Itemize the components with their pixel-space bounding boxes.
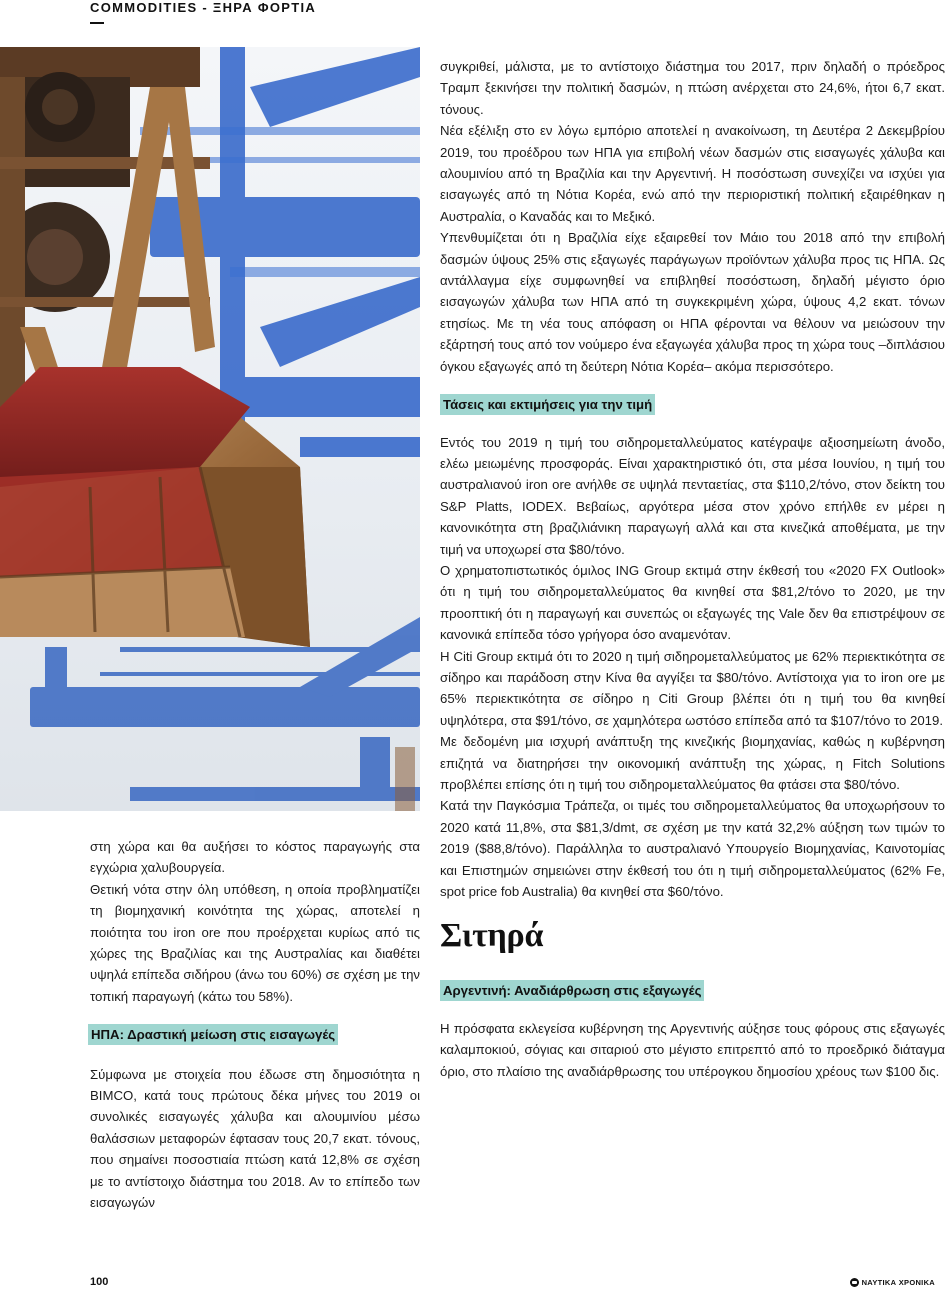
paragraph: Κατά την Παγκόσμια Τράπεζα, οι τιμές του σιδηρομεταλλεύματος θα υποχωρήσουν το 2020 κατά 11,8%, στα $81,3/dmt, σε σχέση με την κατά 32,2% αύξηση των τιμών το 2019 ($88,8/τόνο). Παράλληλα το αυστραλιανό Υπουργείο Βιομηχανίας, Καινοτομίας και Επιστημών σημειώνει στην έκθεσή του ότι η τιμή σιδηρομεταλλεύματος (62% Fe, spot price fob Australia) θα κινηθεί στα $60/τόνο. [440, 798, 945, 900]
subheading-argentina: Αργεντινή: Αναδιάρθρωση στις εξαγωγές [440, 980, 704, 1001]
section-rule [90, 22, 104, 24]
brand-logo-icon [850, 1278, 859, 1287]
paragraph: Ο χρηματοπιστωτικός όμιλος ING Group εκτιμά στην έκθεσή του «2020 FX Outlook» ότι η τιμή του σιδηρομεταλλεύματος θα κινηθεί στα $81,2/τόνο το 2020, με την προοπτική ότι η παραγωγή και συνεπώς οι εξαγωγές της Vale δεν θα επιστρέψουν σε κανονικά επίπεδα τόσο γρήγορα όσο αναμενόταν. [440, 562, 945, 643]
left-column [90, 836, 420, 1214]
paragraph: Θετική νότα στην όλη υπόθεση, η οποία προβληματίζει τη βιομηχανική κοινότητα της χώρας, αποτελεί η ποιότητα του iron ore που προέρχεται κυρίως από τις χώρες της Βραζιλίας και της Αυστραλίας και διαθέτει υψηλά επίπεδα σιδήρου (άνω του 60%) σε σχέση με την τοπική παραγωγή (κάτω του 58%). [90, 881, 420, 1004]
right-column [440, 56, 945, 1082]
brand-name: ΝΑΥΤΙΚΑ ΧΡΟΝΙΚΑ [861, 1278, 935, 1287]
subheading-prices: Τάσεις και εκτιμήσεις για την τιμή [440, 394, 655, 415]
paragraph: Η πρόσφατα εκλεγείσα κυβέρνηση της Αργεντινής αύξησε τους φόρους στις εξαγωγές καλαμποκιού, σόγιας και σιταριού στο μέγιστο επιτρεπτό από το προεδρικό διάταγμα όριο, στο πλαίσιο της αναδιάρθρωσης του υπέρογκου δημοσίου χρέους των $100 δις. [440, 1020, 945, 1079]
paragraph: Με δεδομένη μια ισχυρή ανάπτυξη της κινεζικής βιομηχανίας, καθώς η κυβέρνηση επιζητά να διατηρήσει την οικονομική ανάπτυξη της χώρας, η Fitch Solutions προβλέπει επίσης ότι η τιμή του σιδηρομεταλλεύματος θα φτάσει στα $80/τόνο. [440, 734, 945, 792]
grains-heading: Σιτηρά [440, 917, 544, 955]
paragraph: Εντός του 2019 η τιμή του σιδηρομεταλλεύματος κατέγραψε αξιοσημείωτη άνοδο, ελέω μειωμένης προσφοράς. Είναι χαρακτηριστικό ότι, στα μέσα Ιουνίου, η τιμή του αυστραλιανού iron ore ανήλθε σε υψηλά πενταετίας, στα $110,2/τόνο, στον δείκτη του S&P Platts, IODEX. Βεβαίως, αργότερα μέσα στον χρόνο επήλθε εν μέρει η κανονικότητα στη βραζιλιάνικη παραγωγή αλλά και στα κινεζικά αποθέματα, με την τιμή να υποχωρεί στα $80/τόνο. [440, 434, 945, 557]
paragraph: Υπενθυμίζεται ότι η Βραζιλία είχε εξαιρεθεί τον Μάιο του 2018 από την επιβολή δασμών ύψους 25% στις εξαγωγές παράγωγων προϊόντων χάλυβα προς τις ΗΠΑ. Ως αντάλλαγμα είχε συμφωνηθεί να επιβληθεί ποσόστωση, δηλαδή μέγιστο όριο εισαγωγών χάλυβα των ΗΠΑ από τη συγκεκριμένη χώρα, ύψους 4,2 εκατ. τόνων ετησίως. Με τη νέα τους απόφαση οι ΗΠΑ φέρονται να θέλουν να μειώσουν την εξάρτησή τους από τον νούμερο ένα εξαγωγέα χάλυβα προς τη χώρα τους –διπλάσιου όγκου εξαγωγές από τη δεύτερη Νότια Κορέα– ακόμα περισσότερο. [440, 230, 945, 374]
paragraph: συγκριθεί, μάλιστα, με το αντίστοιχο διάστημα του 2017, πριν δηλαδή ο πρόεδρος Τραμπ ξεκινήσει την πολιτική δασμών, η πτώση ανέρχεται στο 24,6%, ήτοι 6,7 εκατ. τόνους. [440, 59, 945, 117]
magazine-brand [850, 1278, 935, 1287]
paragraph: Σύμφωνα με στοιχεία που έδωσε στη δημοσιότητα η BIMCO, κατά τους πρώτους δέκα μήνες του 2019 οι συνολικές εισαγωγές χάλυβα και αλουμινίου μέσω θαλάσσιων μεταφορών έφτασαν τους 20,7 εκατ. τόνους, που σημαίνει ποσοστιαία πτώση κατά 12,8% σε σχέση με το αντίστοιχο διάστημα του 2018. Αν το επίπεδο των εισαγωγών [90, 1066, 420, 1211]
paragraph: στη χώρα και θα αυξήσει το κόστος παραγωγής στα εγχώρια χαλυβουργεία. [90, 839, 420, 876]
port-crane-photo [0, 47, 420, 811]
section-title: COMMODITIES - ΞΗΡΑ ΦΟΡΤΙΑ [90, 0, 317, 15]
paragraph: Νέα εξέλιξη στο εν λόγω εμπόριο αποτελεί η ανακοίνωση, τη Δευτέρα 2 Δεκεμβρίου 2019, του προέδρου των ΗΠΑ για επιβολή νέων δασμών στις εισαγωγές χάλυβα και αλουμινίου από τη Βραζιλία και την Αργεντινή. Η ποσόστωση συνεχίζει να ισχύει για εισαγωγές από τη Νότια Κορέα, ενώ από την περιοριστική πολιτική εξαιρέθηκαν η Αυστραλία, ο Καναδάς και το Μεξικό. [440, 123, 945, 224]
page-number: 100 [90, 1276, 109, 1288]
subheading-usa: ΗΠΑ: Δραστική μείωση στις εισαγωγές [88, 1024, 338, 1045]
paragraph: Η Citi Group εκτιμά ότι το 2020 η τιμή σιδηρομεταλλεύματος με 62% περιεκτικότητα σε σίδηρο και παράδοση στην Κίνα θα αγγίξει τα $80/τόνο. Αντίστοιχα για το iron ore με 65% περιεκτικότητα σε σίδηρο η Citi Group βλέπει ότι η τιμή του θα κινηθεί υψηλότερα, στα $91/τόνο, σε χαμηλότερα ωστόσο επίπεδα από τα $107/τόνο το 2019. [440, 648, 945, 728]
